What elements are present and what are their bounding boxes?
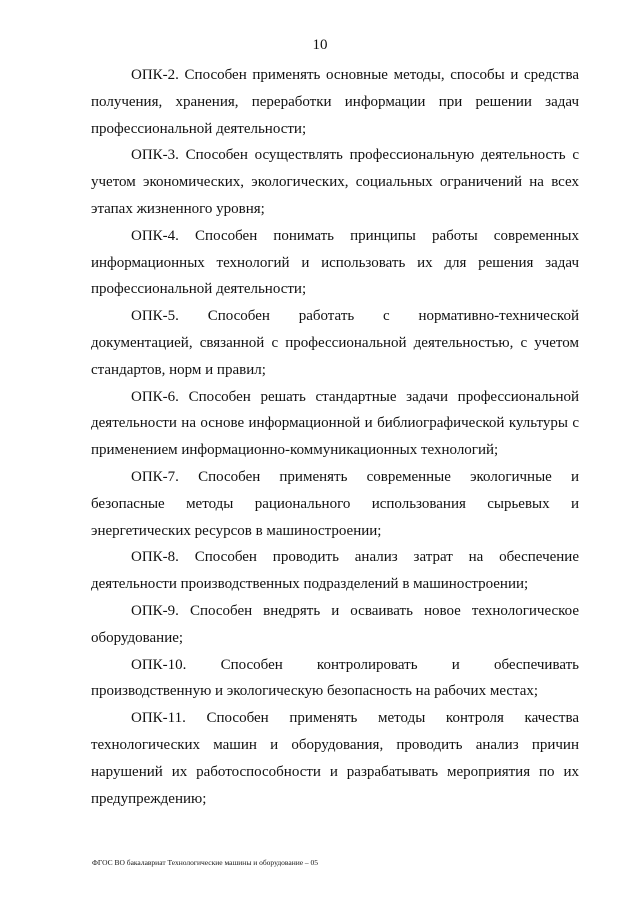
page-number: 10 — [312, 37, 328, 53]
paragraph-opk-3: ОПК-3. Способен осуществлять профессиональную деятельность с учетом экономических, экологических, социальных ограничений на всех этапах жизненного уровня; — [91, 147, 579, 217]
paragraph-opk-4: ОПК-4. Способен понимать принципы работы современных информационных технологий и использовать их для решения задач профессиональной деятельности; — [91, 227, 579, 298]
paragraph-opk-6: ОПК-6. Способен решать стандартные задачи профессиональной деятельности на основе информационной и библиографической культуры с применением информационно-коммуникационных технологий; — [91, 388, 579, 459]
paragraph-opk-9: ОПК-9. Способен внедрять и осваивать новое технологическое оборудование; — [91, 602, 579, 646]
paragraph-opk-5: ОПК-5. Способен работать с нормативно-технической документацией, связанной с профессиональной деятельностью, с учетом стандартов, норм и правил; — [91, 308, 579, 378]
paragraph-opk-10: ОПК-10. Способен контролировать и обеспечивать производственную и экологическую безопасность на рабочих местах; — [91, 656, 579, 700]
paragraph-opk-11: ОПК-11. Способен применять методы контроля качества технологических машин и оборудования, проводить анализ причин нарушений их работоспособности и разрабатывать мероприятия по их предупреждению; — [91, 710, 579, 807]
page-footer: ФГОС ВО бакалавриат Технологические машины и оборудование – 05 — [92, 858, 319, 867]
document-body — [91, 62, 579, 812]
paragraph-opk-2: ОПК-2. Способен применять основные методы, способы и средства получения, хранения, переработки информации при решении задач профессиональной деятельности; — [91, 67, 579, 137]
paragraph-opk-7: ОПК-7. Способен применять современные экологичные и безопасные методы рационального использования сырьевых и энергетических ресурсов в машиностроении; — [91, 468, 579, 539]
paragraph-opk-8: ОПК-8. Способен проводить анализ затрат на обеспечение деятельности производственных подразделений в машиностроении; — [91, 549, 579, 593]
